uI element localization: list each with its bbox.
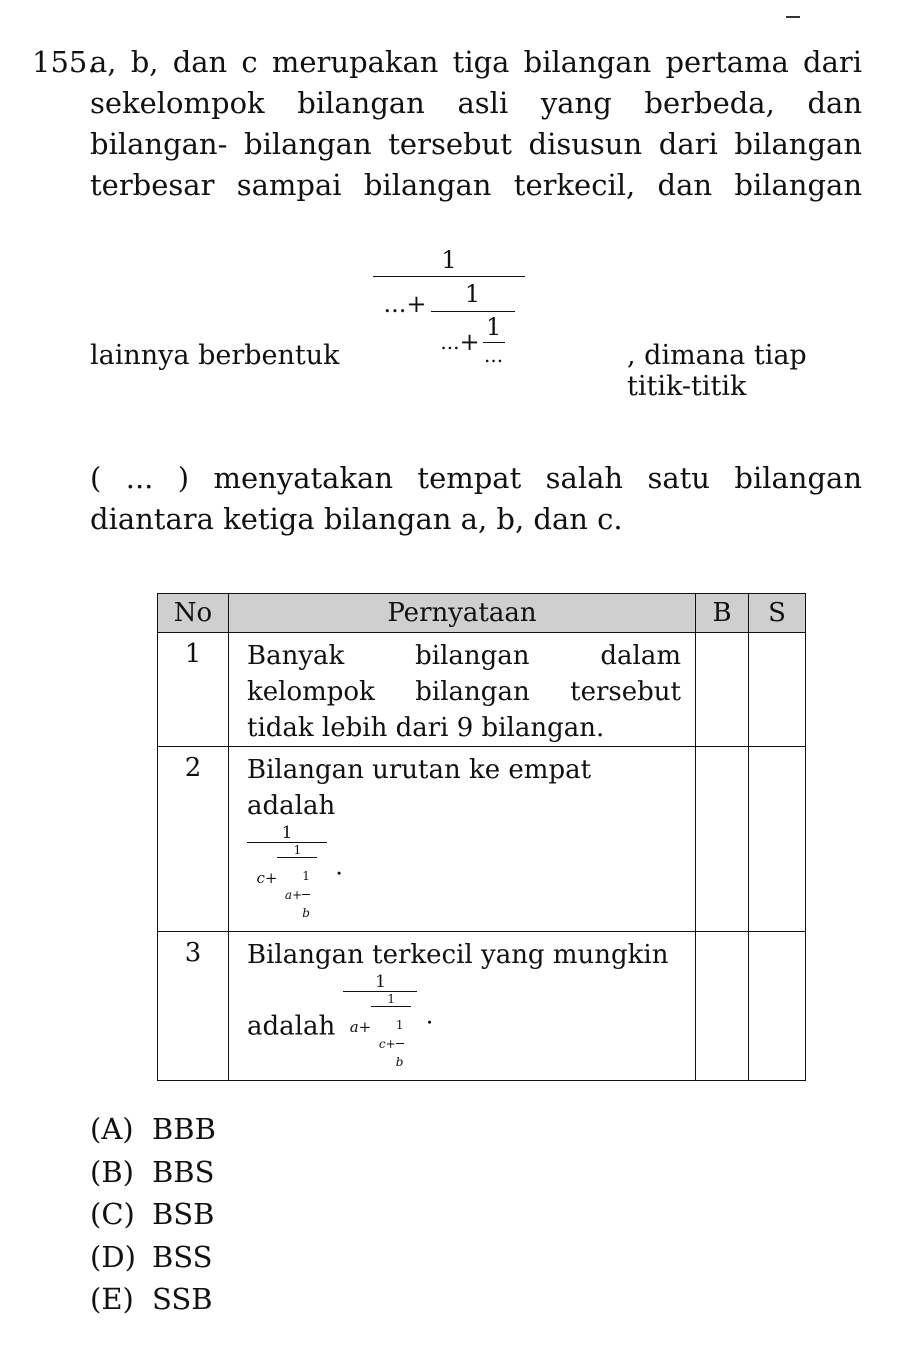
middle-denominator: [440, 312, 504, 367]
dots: ...: [383, 290, 407, 318]
answer-options: [90, 1108, 216, 1321]
question-intro: [90, 42, 862, 206]
option-text: BBB: [152, 1112, 216, 1146]
header-s: S: [749, 594, 806, 633]
intro-line: sekelompok bilangan asli yang berbeda, dan: [90, 86, 862, 120]
answer-b-cell[interactable]: [696, 633, 749, 747]
form-prefix: lainnya berbentuk: [90, 340, 340, 371]
row-statement: [229, 932, 696, 1081]
expr-period: .: [425, 1001, 434, 1030]
statement-prefix: adalah: [247, 1011, 336, 1042]
question-outro: [90, 458, 862, 540]
expr-numerator: 1: [387, 992, 396, 1006]
row-number: 1: [158, 633, 229, 747]
header-no: No: [158, 594, 229, 633]
option-letter: (B): [90, 1154, 134, 1189]
middle-fraction: [431, 277, 515, 367]
intro-line: a, b, dan c merupakan tiga bilangan pertama dari: [90, 45, 862, 79]
header-b: B: [696, 594, 749, 633]
expr-numerator: 1: [293, 843, 302, 857]
expression-fraction: [343, 973, 417, 1080]
statement-table: [157, 593, 806, 1081]
expr-inner-fraction: [371, 992, 411, 1080]
option-d[interactable]: [90, 1236, 216, 1279]
option-letter: (D): [90, 1239, 136, 1274]
expr-inner-denominator: [379, 1007, 404, 1080]
option-text: SSB: [152, 1282, 213, 1316]
statement-line: Bilangan terkecil yang mungkin: [247, 940, 669, 970]
expr-var: b: [302, 906, 310, 920]
header-statement: Pernyataan: [229, 594, 696, 633]
continued-fraction: [373, 244, 525, 367]
expr-inner-denominator: [285, 858, 310, 931]
option-c[interactable]: [90, 1193, 216, 1236]
option-text: BBS: [152, 1154, 215, 1189]
inner-numerator: 1: [485, 313, 502, 341]
option-b[interactable]: [90, 1151, 216, 1194]
plus-sign: +: [358, 1018, 372, 1036]
row-statement: [229, 633, 696, 747]
plus-sign: +: [459, 327, 480, 356]
option-letter: (C): [90, 1197, 135, 1231]
middle-numerator: 1: [464, 280, 481, 308]
outro-line: ( ... ) menyatakan tempat salah satu bilangan: [90, 461, 862, 495]
expr-numerator: 1: [395, 1018, 404, 1032]
dots: ...: [440, 329, 460, 354]
answer-s-cell[interactable]: [749, 932, 806, 1081]
option-text: BSS: [152, 1239, 213, 1274]
option-letter: (A): [90, 1112, 134, 1146]
table-row: [158, 633, 806, 747]
plus-sign: +: [264, 869, 278, 887]
outer-fraction: [373, 244, 525, 367]
option-letter: (E): [90, 1282, 134, 1316]
inner-fraction: [483, 312, 505, 367]
statement-line: Bilangan urutan ke empat adalah: [247, 755, 592, 821]
expr-var: a: [284, 887, 293, 902]
outer-numerator: 1: [441, 246, 457, 274]
expr-denominator: [257, 843, 318, 931]
expr-inner-fraction: [277, 843, 317, 931]
expr-innermost-fraction: [396, 1007, 404, 1080]
top-dash-mark: [786, 16, 800, 18]
option-text: BSB: [152, 1197, 215, 1231]
row-number: 2: [158, 747, 229, 932]
statement-line: tidak lebih dari 9 bilangan.: [247, 713, 605, 743]
question-number: 155.: [32, 45, 97, 79]
option-a[interactable]: [90, 1108, 216, 1151]
expr-numerator: 1: [302, 869, 310, 883]
expr-var: c: [378, 1036, 386, 1051]
outer-denominator: [384, 277, 515, 367]
plus-sign: +: [292, 887, 303, 902]
answer-b-cell[interactable]: [696, 747, 749, 932]
expression-fraction: [247, 824, 327, 931]
expr-numerator: 1: [375, 972, 386, 992]
table-row: [158, 932, 806, 1081]
outro-line: diantara ketiga bilangan a, b, dan c.: [90, 502, 623, 536]
plus-sign: +: [406, 290, 427, 318]
form-suffix: , dimana tiap titik-titik: [627, 340, 807, 402]
answer-s-cell[interactable]: [749, 633, 806, 747]
continued-fraction-form: [90, 240, 870, 440]
plus-sign: +: [385, 1036, 396, 1051]
answer-b-cell[interactable]: [696, 932, 749, 1081]
row-number: 3: [158, 932, 229, 1081]
expr-var: a: [349, 1018, 359, 1036]
intro-line: terbesar sampai bilangan terkecil, dan bilangan: [90, 168, 862, 202]
expr-var: b: [395, 1055, 404, 1069]
answer-s-cell[interactable]: [749, 747, 806, 932]
expr-numerator: 1: [281, 823, 293, 843]
expr-var: c: [256, 869, 265, 887]
option-e[interactable]: [90, 1278, 216, 1321]
intro-line: bilangan- bilangan tersebut disusun dari bilangan: [90, 127, 862, 161]
statement-line: kelompok bilangan tersebut: [247, 677, 681, 707]
table-row: [158, 747, 806, 932]
statement-line: Banyak bilangan dalam: [247, 641, 681, 671]
row-statement: [229, 747, 696, 932]
expr-denominator: [350, 992, 412, 1080]
inner-denominator: ...: [484, 343, 504, 367]
expr-innermost-fraction: [302, 858, 310, 931]
expr-period: .: [335, 852, 343, 881]
